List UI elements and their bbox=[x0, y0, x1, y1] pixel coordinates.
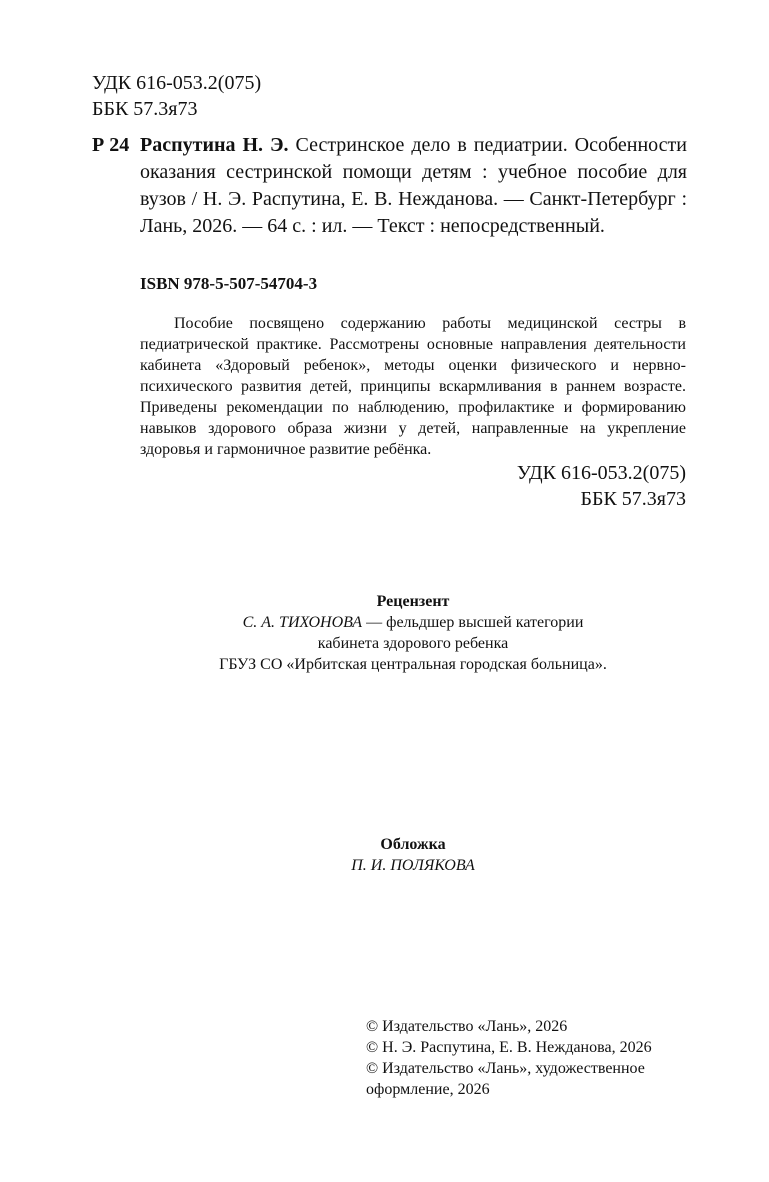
copyright-line-4: оформление, 2026 bbox=[366, 1081, 490, 1098]
entry-description: Сестринское дело в педиатрии. Особенности оказания сестринской помощи детям : учебное пособие для вузов / Н. Э. Распутина, Е. В. Нежданова. — Санкт-Петербург : Лань, 2026. — 64 с. : ил. — Текст : непосредственный. bbox=[140, 134, 688, 237]
copyright-line-2: © Н. Э. Распутина, Е. В. Нежданова, 2026 bbox=[366, 1039, 652, 1056]
reviewer-role: — фельдшер высшей категории bbox=[362, 614, 584, 631]
isbn: ISBN 978-5-507-54704-3 bbox=[140, 274, 318, 293]
cover-credit-block bbox=[140, 834, 686, 876]
reviewer-heading: Рецензент bbox=[376, 593, 450, 610]
bbk-code-bottom: ББК 57.3я73 bbox=[580, 488, 686, 510]
bbk-code: ББК 57.3я73 bbox=[92, 98, 198, 120]
abstract: Пособие посвящено содержанию работы медицинской сестры в педиатрической практике. Рассмотрены основные направления деятельности кабинета «Здоровый ребенок», методы оценки физического и нервно-психического развития детей, принципы вскармливания в раннем возрасте. Приведены рекомендации по наблюдению, профилактике и формированию навыков здорового образа жизни у детей, направленные на укрепление здоровья и гармоничное развитие ребёнка. bbox=[140, 315, 686, 458]
reviewer-line-1 bbox=[140, 612, 686, 633]
cover-heading: Обложка bbox=[380, 836, 446, 853]
udk-code-bottom: УДК 616-053.2(075) bbox=[516, 462, 686, 484]
copyright-line-3: © Издательство «Лань», художественное bbox=[366, 1060, 645, 1077]
bibliographic-description bbox=[140, 132, 687, 240]
author-mark: Р 24 bbox=[92, 134, 130, 156]
udk-bbk-footer bbox=[517, 460, 686, 512]
udk-bbk-header bbox=[92, 70, 261, 122]
copyright-block bbox=[366, 1016, 686, 1100]
copyright-line-1: © Издательство «Лань», 2026 bbox=[366, 1018, 568, 1035]
entry-author: Распутина Н. Э. bbox=[140, 134, 289, 156]
reviewer-block bbox=[140, 591, 686, 675]
udk-code: УДК 616-053.2(075) bbox=[92, 72, 262, 94]
cover-designer-name: П. И. ПОЛЯКОВА bbox=[351, 857, 475, 874]
reviewer-name: С. А. ТИХОНОВА bbox=[242, 614, 363, 631]
reviewer-line-2: кабинета здорового ребенка bbox=[317, 635, 509, 652]
reviewer-line-3: ГБУЗ СО «Ирбитская центральная городская больница». bbox=[219, 656, 607, 673]
